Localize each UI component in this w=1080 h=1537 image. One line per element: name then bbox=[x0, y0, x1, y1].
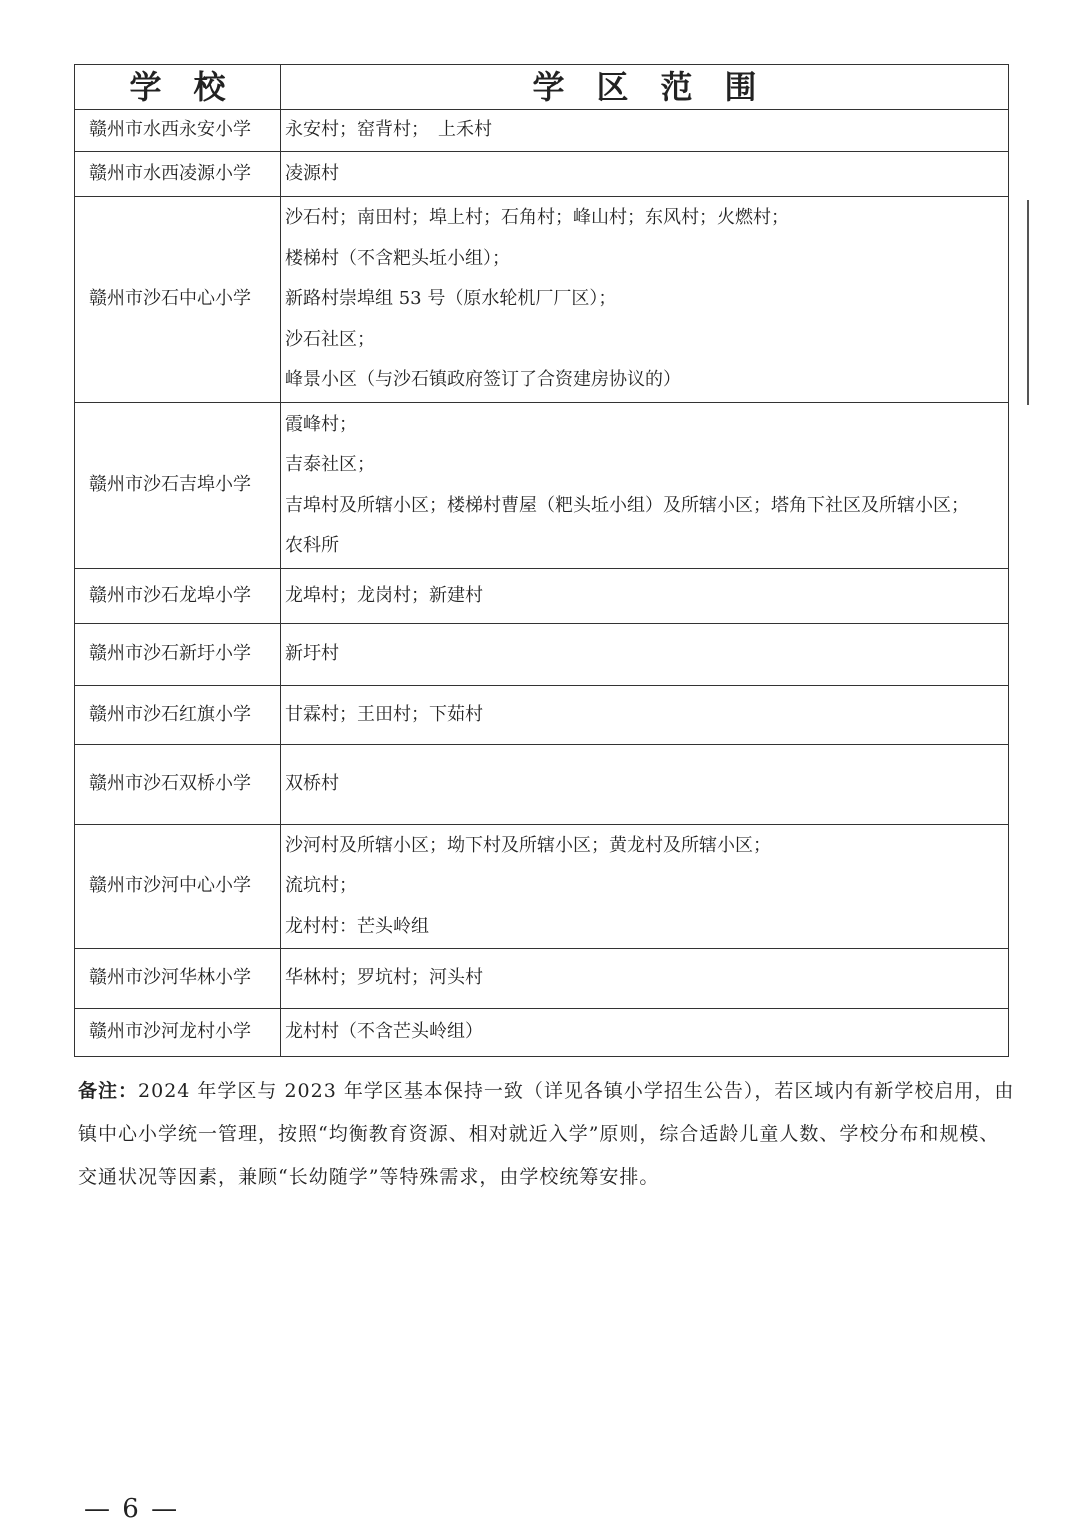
district-range-line: 霞峰村； bbox=[285, 413, 357, 435]
district-range-line: 新路村崇埠组 53 号（原水轮机厂厂区）； bbox=[285, 288, 617, 310]
page-number: — 6 — bbox=[84, 1494, 180, 1524]
school-name: 赣州市沙石吉埠小学 bbox=[75, 403, 281, 569]
district-range-line: 沙河村及所辖小区；坳下村及所辖小区；黄龙村及所辖小区； bbox=[285, 834, 771, 856]
district-range bbox=[281, 403, 1009, 569]
table-row bbox=[75, 110, 1009, 152]
table-row bbox=[75, 1009, 1009, 1057]
school-name: 赣州市沙石红旗小学 bbox=[75, 686, 281, 745]
district-range-line: 龙村村（不含芒头岭组） bbox=[285, 1021, 483, 1043]
district-range-line: 甘霖村；王田村；下茹村 bbox=[285, 703, 483, 725]
district-range-line: 吉埠村及所辖小区；楼梯村曹屋（粑头坵小组）及所辖小区；塔角下社区及所辖小区； bbox=[285, 494, 969, 516]
district-range bbox=[281, 825, 1009, 949]
header-school: 学 校 bbox=[75, 65, 281, 110]
district-range-line: 永安村；窑背村； 上禾村 bbox=[285, 119, 492, 141]
table-row bbox=[75, 624, 1009, 686]
margin-rule bbox=[1027, 200, 1029, 405]
school-name: 赣州市水西凌源小学 bbox=[75, 152, 281, 197]
district-range-line: 龙村村：芒头岭组 bbox=[285, 915, 429, 937]
school-name: 赣州市沙石中心小学 bbox=[75, 197, 281, 403]
table-row bbox=[75, 825, 1009, 949]
school-name: 赣州市沙石新圩小学 bbox=[75, 624, 281, 686]
school-name: 赣州市沙河中心小学 bbox=[75, 825, 281, 949]
district-range-line: 楼梯村（不含粑头坵小组）； bbox=[285, 247, 510, 269]
district-range-line: 农科所 bbox=[285, 535, 339, 556]
district-range-line: 新圩村 bbox=[285, 643, 339, 665]
table-row bbox=[75, 686, 1009, 745]
district-range-line: 沙石村；南田村；埠上村；石角村；峰山村；东风村；火燃村； bbox=[285, 207, 789, 229]
district-range-line: 吉泰社区； bbox=[285, 454, 375, 475]
district-range bbox=[281, 686, 1009, 745]
school-name: 赣州市水西永安小学 bbox=[75, 110, 281, 152]
district-range bbox=[281, 1009, 1009, 1057]
district-range-line: 龙埠村；龙岗村；新建村 bbox=[285, 584, 483, 606]
school-name: 赣州市沙河华林小学 bbox=[75, 949, 281, 1009]
school-district-table bbox=[74, 64, 1009, 1057]
district-range-line: 峰景小区（与沙石镇政府签订了合资建房协议的） bbox=[285, 369, 681, 391]
table-row bbox=[75, 197, 1009, 403]
district-range-line: 华林村；罗坑村；河头村 bbox=[285, 967, 483, 989]
school-name: 赣州市沙石龙埠小学 bbox=[75, 569, 281, 624]
table-row bbox=[75, 569, 1009, 624]
district-range bbox=[281, 624, 1009, 686]
district-range-line: 沙石社区； bbox=[285, 328, 375, 350]
district-range bbox=[281, 110, 1009, 152]
remark bbox=[78, 1070, 1018, 1199]
district-range-line: 流坑村； bbox=[285, 875, 357, 897]
table-row bbox=[75, 152, 1009, 197]
district-range bbox=[281, 745, 1009, 825]
remark-text: 2024 年学区与 2023 年学区基本保持一致（详见各镇小学招生公告），若区域内有新学校启用，由镇中心小学统一管理，按照“均衡教育资源、相对就近入学”原则，综合适龄儿童人数、学校分布和规模、交通状况等因素，兼顾“长幼随学”等特殊需求，由学校统筹安排。 bbox=[78, 1080, 1015, 1188]
district-range bbox=[281, 949, 1009, 1009]
remark-label: 备注： bbox=[78, 1080, 139, 1102]
school-name: 赣州市沙石双桥小学 bbox=[75, 745, 281, 825]
district-range-line: 凌源村 bbox=[285, 162, 339, 184]
district-range bbox=[281, 569, 1009, 624]
header-district-range: 学 区 范 围 bbox=[281, 65, 1009, 110]
school-name: 赣州市沙河龙村小学 bbox=[75, 1009, 281, 1057]
table-row bbox=[75, 745, 1009, 825]
table-row bbox=[75, 403, 1009, 569]
table-header-row bbox=[75, 65, 1009, 110]
table-row bbox=[75, 949, 1009, 1009]
district-range-line: 双桥村 bbox=[285, 773, 339, 795]
district-range bbox=[281, 152, 1009, 197]
district-range bbox=[281, 197, 1009, 403]
